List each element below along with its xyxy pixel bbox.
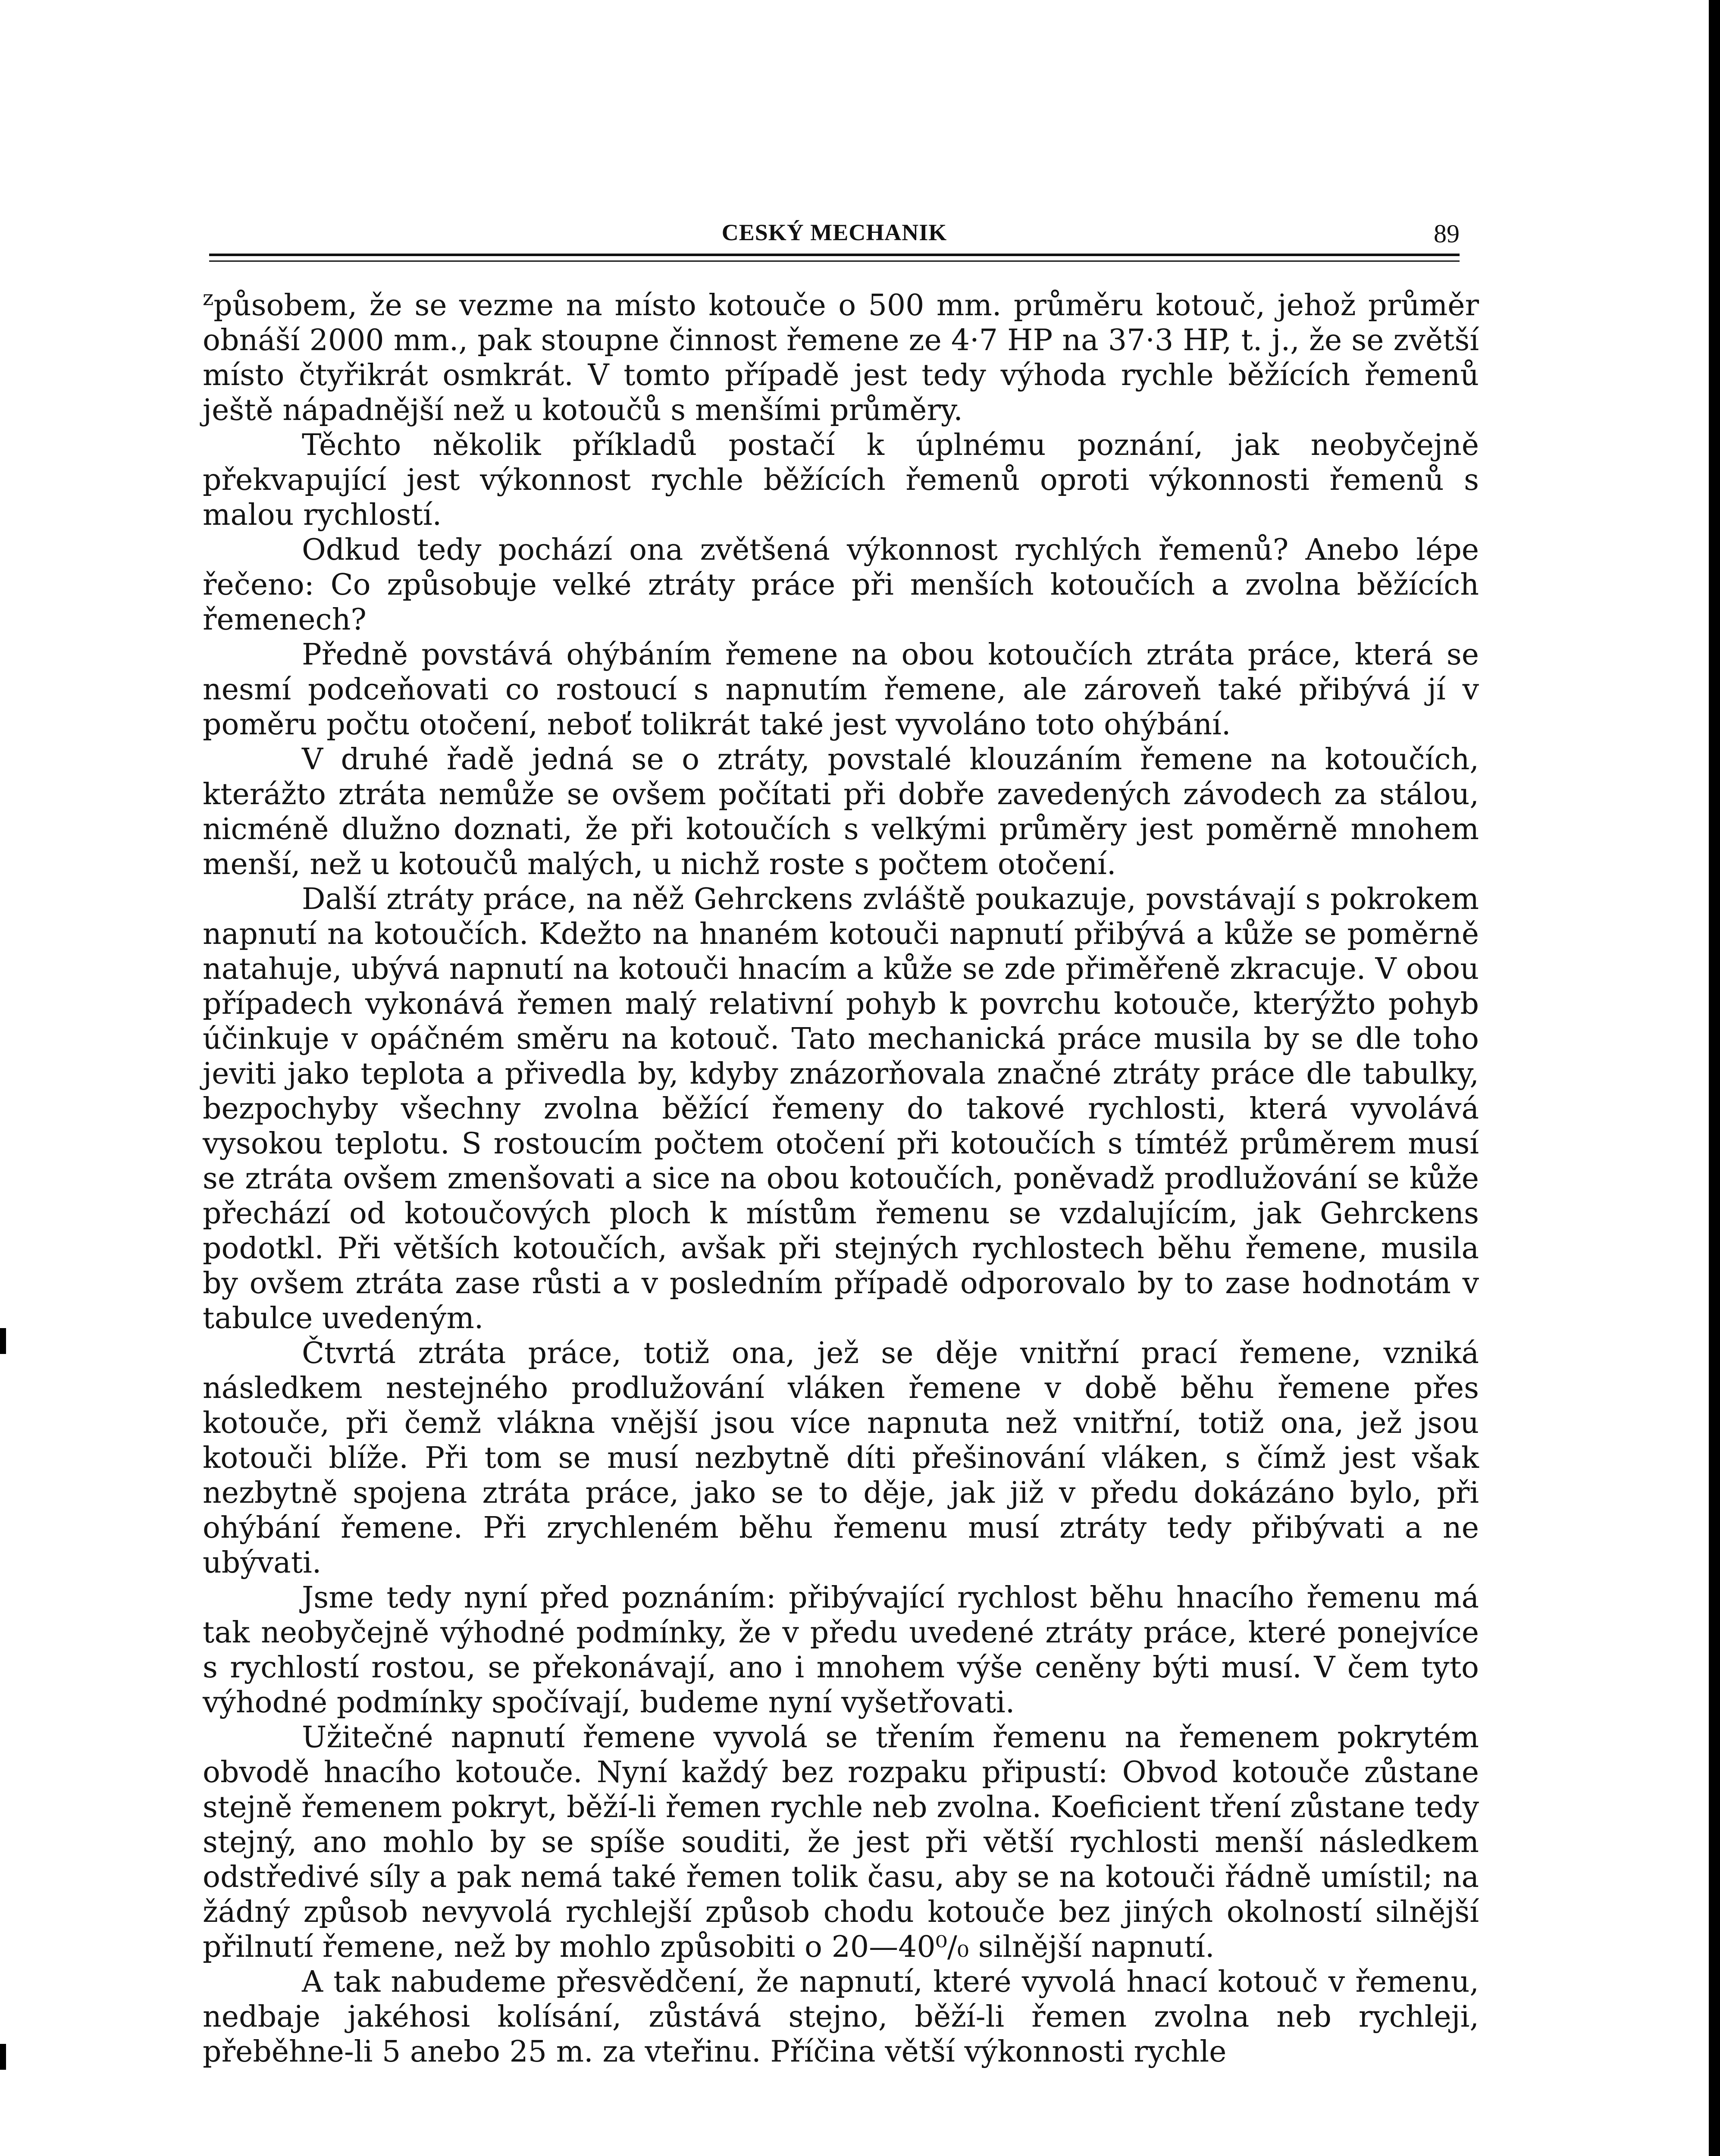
header-rule — [209, 254, 1460, 256]
paragraph: Čtvrtá ztráta práce, totiž ona, jež se děje vnitřní prací řemene, vzniká následkem nestejného prodlužování vláken řemene v době běhu řemene přes kotouče, při čemž vlákna vnější jsou více napnuta než vnitřní, totiž ona, jež jsou kotouči blíže. Při tom se musí nezbytně díti přešinování vláken, s čímž jest však nezbytně spojena ztráta práce, jako se to děje, jak již v předu dokázáno bylo, při ohýbání řemene. Při zrychleném běhu řemenu musí ztráty tedy přibývati a ne ubývati. — [203, 1336, 1479, 1580]
paragraph: Těchto několik příkladů postačí k úplnému poznání, jak neobyčejně překvapující jest výkonnost rychle běžících řemenů oproti výkonnosti řemenů s malou rychlostí. — [203, 428, 1479, 532]
paragraph: V druhé řadě jedná se o ztráty, povstalé klouzáním řemene na kotoučích, kterážto ztráta nemůže se ovšem počítati při dobře zavedených závodech za stálou, nicméně dlužno doznati, že při kotoučích s velkými průměry jest poměrně mnohem menší, než u kotoučů malých, u nichž roste s počtem otočení. — [203, 743, 1479, 881]
paragraph: Užitečné napnutí řemene vyvolá se třením řemenu na řemenem pokrytém obvodě hnacího kotouče. Nyní každý bez rozpaku připustí: Obvod kotouče zůstane stejně řemenem pokryt, běží-li řemen rychle neb zvolna. Koeficient tření zůstane tedy stejný, ano mohlo by se spíše souditi, že jest při větší rychlosti menší následkem odstředivé síly a pak nemá také řemen tolik času, aby se na kotouči řádně umístil; na žádný způsob nevyvolá rychlejší způsob chodu kotouče bez jiných okolností silnější přilnutí řemene, než by mohlo způsobiti o 20—40⁰/₀ silnější napnutí. — [203, 1720, 1479, 1964]
header-rule-thin — [209, 260, 1460, 262]
running-header — [209, 219, 1460, 266]
paragraph: Další ztráty práce, na něž Gehrckens zvláště poukazuje, povstávají s pokrokem napnutí na kotoučích. Kdežto na hnaném kotouči napnutí přibývá a kůže se poměrně natahuje, ubývá napnutí na kotouči hnacím a kůže se zde přiměřeně zkracuje. V obou případech vykonává řemen malý relativní pohyb k povrchu kotouče, kterýžto pohyb účinkuje v opáčném směru na kotouč. Tato mechanická práce musila by se dle toho jeviti jako teplota a přivedla by, kdyby znázorňovala značné ztráty práce dle tabulky, bezpochyby všechny zvolna běžící řemeny do takové rychlosti, která vyvolává vysokou teplotu. S rostoucím počtem otočení při kotoučích s tímtéž průměrem musí se ztráta ovšem zmenšovati a sice na obou kotoučích, poněvadž prodlužování se kůže přechází od kotoučových ploch k místům řemenu se vzdalujícím, jak Gehrckens podotkl. Při větších kotoučích, avšak při stejných rychlostech běhu řemene, musila by ovšem ztráta zase růsti a v posledním případě odporovalo by to zase hodnotám v tabulce uvedeným. — [203, 882, 1479, 1335]
margin-mark — [0, 1328, 6, 1354]
paragraph: Odkud tedy pochází ona zvětšená výkonnost rychlých řemenů? Anebo lépe řečeno: Co způsobuje velké ztráty práce při menších kotoučích a zvolna běžících řemenech? — [203, 533, 1479, 637]
article-body — [203, 288, 1479, 2069]
page-number: 89 — [1434, 219, 1460, 248]
paragraph: Předně povstává ohýbáním řemene na obou kotoučích ztráta práce, která se nesmí podceňovati co rostoucí s napnutím řemene, ale zároveň také přibývá jí v poměru počtu otočení, neboť tolikrát také jest vyvoláno toto ohýbání. — [203, 638, 1479, 742]
lead-letter: z — [203, 286, 214, 310]
paragraph: Jsme tedy nyní před poznáním: přibývající rychlost běhu hnacího řemenu má tak neobyčejně výhodné podmínky, že v předu uvedené ztráty práce, které ponejvíce s rychlostí rostou, se překonávají, ano i mnohem výše ceněny býti musí. V čem tyto výhodné podmínky spočívají, budeme nyní vyšetřovati. — [203, 1581, 1479, 1720]
margin-mark — [0, 2044, 6, 2070]
paragraph: A tak nabudeme přesvědčení, že napnutí, které vyvolá hnací kotouč v řemenu, nedbaje jakéhosi kolísání, zůstává stejno, běží-li řemen zvolna neb rychleji, přeběhne-li 5 anebo 25 m. za vteřinu. Příčina větší výkonnosti rychle — [203, 1965, 1479, 2069]
paragraph: $^z$působem, že se vezme na místo kotouče o 500 mm. průměru kotouč, jehož průměr obnáší 2000 mm., pak stoupne činnost řemene ze 4·7 HP na 37·3 HP, t. j., že se zvětší místo čtyřikrát osmkrát. V tomto případě jest tedy výhoda rychle běžících řemenů ještě nápadnější než u kotoučů s menšími průměry. — [203, 286, 1479, 427]
running-title: CESKÝ MECHANIK — [721, 219, 947, 245]
